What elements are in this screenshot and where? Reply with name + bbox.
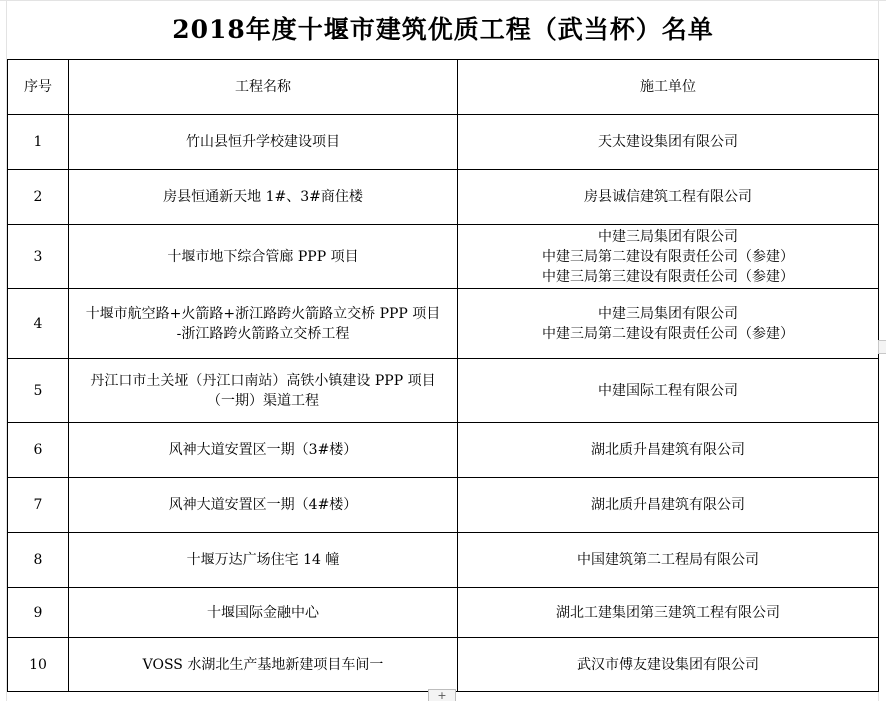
cell-company: 湖北质升昌建筑有限公司 bbox=[458, 478, 879, 533]
cell-project: 十堰万达广场住宅 14 幢 bbox=[69, 533, 458, 588]
cell-index: 7 bbox=[8, 478, 69, 533]
company-line: 中建三局第二建设有限责任公司（参建） bbox=[542, 325, 794, 342]
project-line: （一期）渠道工程 bbox=[207, 392, 319, 409]
company-line: 中建三局第三建设有限责任公司（参建） bbox=[542, 268, 794, 285]
column-header-index: 序号 bbox=[8, 60, 69, 115]
cell-index: 3 bbox=[8, 225, 69, 289]
cell-project: 风神大道安置区一期（4#楼） bbox=[69, 478, 458, 533]
page-title: 2018年度十堰市建筑优质工程（武当杯）名单 bbox=[172, 15, 714, 44]
cell-project bbox=[69, 359, 458, 423]
header-row bbox=[8, 60, 879, 115]
column-resize-handle[interactable] bbox=[878, 340, 886, 354]
table-row bbox=[8, 359, 879, 423]
cell-project: 十堰市地下综合管廊 PPP 项目 bbox=[69, 225, 458, 289]
table-row bbox=[8, 588, 879, 638]
table-row bbox=[8, 289, 879, 359]
cell-company: 武汉市傅友建设集团有限公司 bbox=[458, 638, 879, 692]
project-line: -浙江路跨火箭路立交桥工程 bbox=[176, 325, 350, 342]
award-table bbox=[7, 59, 879, 692]
table-row bbox=[8, 638, 879, 692]
column-header-company: 施工单位 bbox=[458, 60, 879, 115]
table-row bbox=[8, 170, 879, 225]
cell-index: 9 bbox=[8, 588, 69, 638]
add-sheet-button[interactable]: + bbox=[428, 689, 456, 701]
cell-project bbox=[69, 289, 458, 359]
cell-index: 8 bbox=[8, 533, 69, 588]
company-line: 中建三局第二建设有限责任公司（参建） bbox=[542, 248, 794, 265]
cell-company: 中建国际工程有限公司 bbox=[458, 359, 879, 423]
cell-index: 4 bbox=[8, 289, 69, 359]
cell-project: VOSS 水湖北生产基地新建项目车间一 bbox=[69, 638, 458, 692]
project-line: 丹江口市土关垭（丹江口南站）高铁小镇建设 PPP 项目 bbox=[90, 372, 436, 389]
cell-company: 湖北质升昌建筑有限公司 bbox=[458, 423, 879, 478]
table-row bbox=[8, 533, 879, 588]
cell-index: 10 bbox=[8, 638, 69, 692]
table-row bbox=[8, 115, 879, 170]
company-line: 中建三局集团有限公司 bbox=[598, 228, 738, 245]
cell-index: 5 bbox=[8, 359, 69, 423]
cell-index: 6 bbox=[8, 423, 69, 478]
cell-company: 中国建筑第二工程局有限公司 bbox=[458, 533, 879, 588]
cell-company: 房县诚信建筑工程有限公司 bbox=[458, 170, 879, 225]
cell-company bbox=[458, 289, 879, 359]
cell-project: 房县恒通新天地 1#、3#商住楼 bbox=[69, 170, 458, 225]
company-line: 中建三局集团有限公司 bbox=[598, 305, 738, 322]
cell-index: 1 bbox=[8, 115, 69, 170]
cell-index: 2 bbox=[8, 170, 69, 225]
table-row bbox=[8, 423, 879, 478]
cell-project: 竹山县恒升学校建设项目 bbox=[69, 115, 458, 170]
cell-company: 天太建设集团有限公司 bbox=[458, 115, 879, 170]
column-header-project: 工程名称 bbox=[69, 60, 458, 115]
cell-company: 湖北工建集团第三建筑工程有限公司 bbox=[458, 588, 879, 638]
project-line: 十堰市航空路+火箭路+浙江路跨火箭路立交桥 PPP 项目 bbox=[85, 305, 441, 322]
cell-project: 十堰国际金融中心 bbox=[69, 588, 458, 638]
table-row bbox=[8, 478, 879, 533]
cell-project: 风神大道安置区一期（3#楼） bbox=[69, 423, 458, 478]
cell-company bbox=[458, 225, 879, 289]
table-row bbox=[8, 225, 879, 289]
